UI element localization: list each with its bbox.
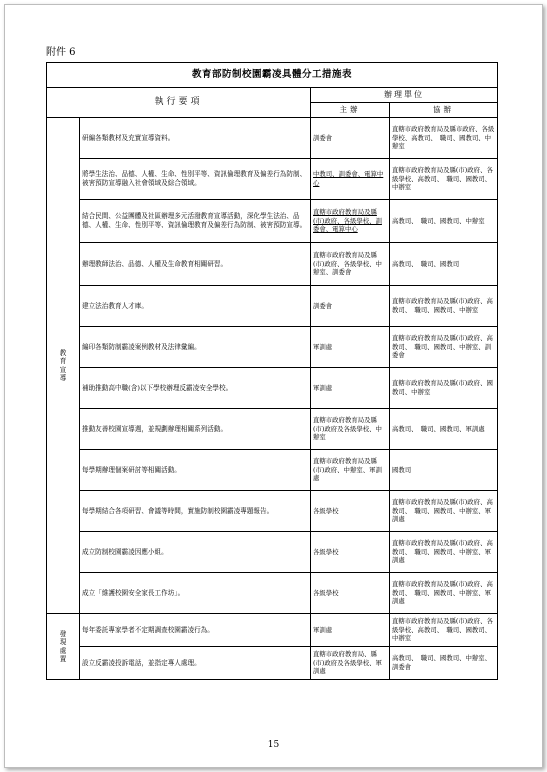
lead-cell: 直轄市政府教育局及縣(市)政府及各級學校、中辦室 [311, 409, 390, 450]
lead-cell: 直轄市政府教育局、縣(市)政府及各級學校、軍訓處 [311, 647, 390, 680]
category-label: 教育宣導 [59, 349, 67, 382]
co-cell: 直轄市政府教育局及縣(市)政府、各級學校、高教司、 職司、國教司、中辦室 [390, 159, 498, 200]
lead-cell: 軍訓處 [311, 614, 390, 647]
category-cell [47, 118, 80, 614]
co-cell: 國教司 [390, 450, 498, 491]
co-cell: 直轄市政府教育局及縣(市)政府、各級學校、高教司、 職司、國教司、中辦室 [390, 614, 498, 647]
co-cell: 高教司、 職司、國教司、中辦室 [390, 200, 498, 243]
header-unit: 辦理單位 [311, 88, 498, 103]
lead-cell: 訓委會 [311, 286, 390, 327]
item-cell: 每年委託專家學者不定期調查校園霸凌行為。 [80, 614, 311, 647]
table-row [47, 368, 498, 409]
category-label: 發現處置 [59, 630, 67, 663]
item-cell: 成立「維護校園安全家長工作坊」。 [80, 573, 311, 614]
item-cell: 推動友善校園宣導週，並規劃辦理相關系列活動。 [80, 409, 311, 450]
co-cell: 直轄市政府教育局及縣(市)政府、高教司、 職司、國教司、中辦室、軍訓處 [390, 573, 498, 614]
lead-cell: 直轄市政府教育局及縣(市)政府、各級學校、訓委會、電算中心 [311, 200, 390, 243]
item-cell: 編印各類防制霸凌案例教材及法律彙編。 [80, 327, 311, 368]
co-cell: 直轄市政府教育局及縣市政府、各級學校、高教司、 職司、國教司、中辦室 [390, 118, 498, 159]
item-cell: 設立反霸凌投訴電話，並指定專人處理。 [80, 647, 311, 680]
item-cell: 研編各類教材及充實宣導資料。 [80, 118, 311, 159]
lead-cell: 直轄市政府教育局及縣(市)政府、各級學校、中辦室、訓委會 [311, 243, 390, 286]
header-lead: 主辦 [311, 103, 390, 118]
header-row-1 [47, 88, 498, 103]
page-number: 15 [267, 740, 280, 750]
co-cell: 高教司、 職司、國教司 [390, 243, 498, 286]
lead-cell: 中教司、訓委會、電算中心 [311, 159, 390, 200]
co-cell: 直轄市政府教育局及縣(市)政府、高教司、 職司、國教司、中辦室、軍訓處 [390, 532, 498, 573]
lead-cell: 各級學校 [311, 532, 390, 573]
title-row [47, 63, 498, 88]
co-cell: 直轄市政府教育局及縣(市)政府、高教司、 職司、國教司、中辦室 [390, 286, 498, 327]
table-row [47, 532, 498, 573]
table-row [47, 647, 498, 680]
table-row [47, 118, 498, 159]
table-row [47, 614, 498, 647]
co-cell: 直轄市政府教育局及縣(市)政府、高教司、 職司、國教司、中辦室、軍訓處 [390, 491, 498, 532]
table-row [47, 573, 498, 614]
lead-cell: 直轄市政府教育局及縣(市)政府、中辦室、軍訓處 [311, 450, 390, 491]
lead-cell: 軍訓處 [311, 327, 390, 368]
item-cell: 補助推動高中職(含)以下學校辦理反霸凌安全學校。 [80, 368, 311, 409]
header-co: 協辦 [390, 103, 498, 118]
lead-cell: 軍訓處 [311, 368, 390, 409]
lead-cell: 訓委會 [311, 118, 390, 159]
table-row [47, 327, 498, 368]
item-cell: 辦理教師法治、品德、人權及生命教育相關研習。 [80, 243, 311, 286]
table-row [47, 200, 498, 243]
item-cell: 成立防制校園霸凌因應小組。 [80, 532, 311, 573]
item-cell: 結合民間、公益團體及社區辦理多元活潑教育宣導活動，深化學生法治、品德、人權、生命、性別平等、資訊倫理教育及偏差行為防制、被害預防宣導。 [80, 200, 311, 243]
co-cell: 高教司、 職司、國教司、軍訓處 [390, 409, 498, 450]
category-cell [47, 614, 80, 680]
item-cell: 將學生法治、品德、人權、生命、性別平等、資訊倫理教育及偏差行為防制、被害預防宣導融入社會領域及綜合領域。 [80, 159, 311, 200]
lead-cell: 各級學校 [311, 491, 390, 532]
table-title: 教育部防制校園霸凌具體分工措施表 [47, 63, 498, 88]
co-cell: 高教司、 職司、國教司、中辦室、訓委會 [390, 647, 498, 680]
table-row [47, 286, 498, 327]
item-cell: 每學期辦理個案研討等相關活動。 [80, 450, 311, 491]
table-row [47, 409, 498, 450]
co-cell: 直轄市政府教育局及縣(市)政府、國教司、中辦室 [390, 368, 498, 409]
table-row [47, 243, 498, 286]
lead-cell: 各級學校 [311, 573, 390, 614]
table-row [47, 159, 498, 200]
header-item: 執行要項 [47, 88, 311, 118]
item-cell: 建立法治教育人才庫。 [80, 286, 311, 327]
responsibility-table [46, 62, 498, 680]
co-cell: 直轄市政府教育局及縣(市)政府、高教司、 職司、國教司、中辦室、訓委會 [390, 327, 498, 368]
table-row [47, 450, 498, 491]
table-row [47, 491, 498, 532]
item-cell: 每學期結合各項研習、會議等時間，實施防制校園霸凌專題報告。 [80, 491, 311, 532]
annex-label: 附件 6 [46, 47, 76, 58]
